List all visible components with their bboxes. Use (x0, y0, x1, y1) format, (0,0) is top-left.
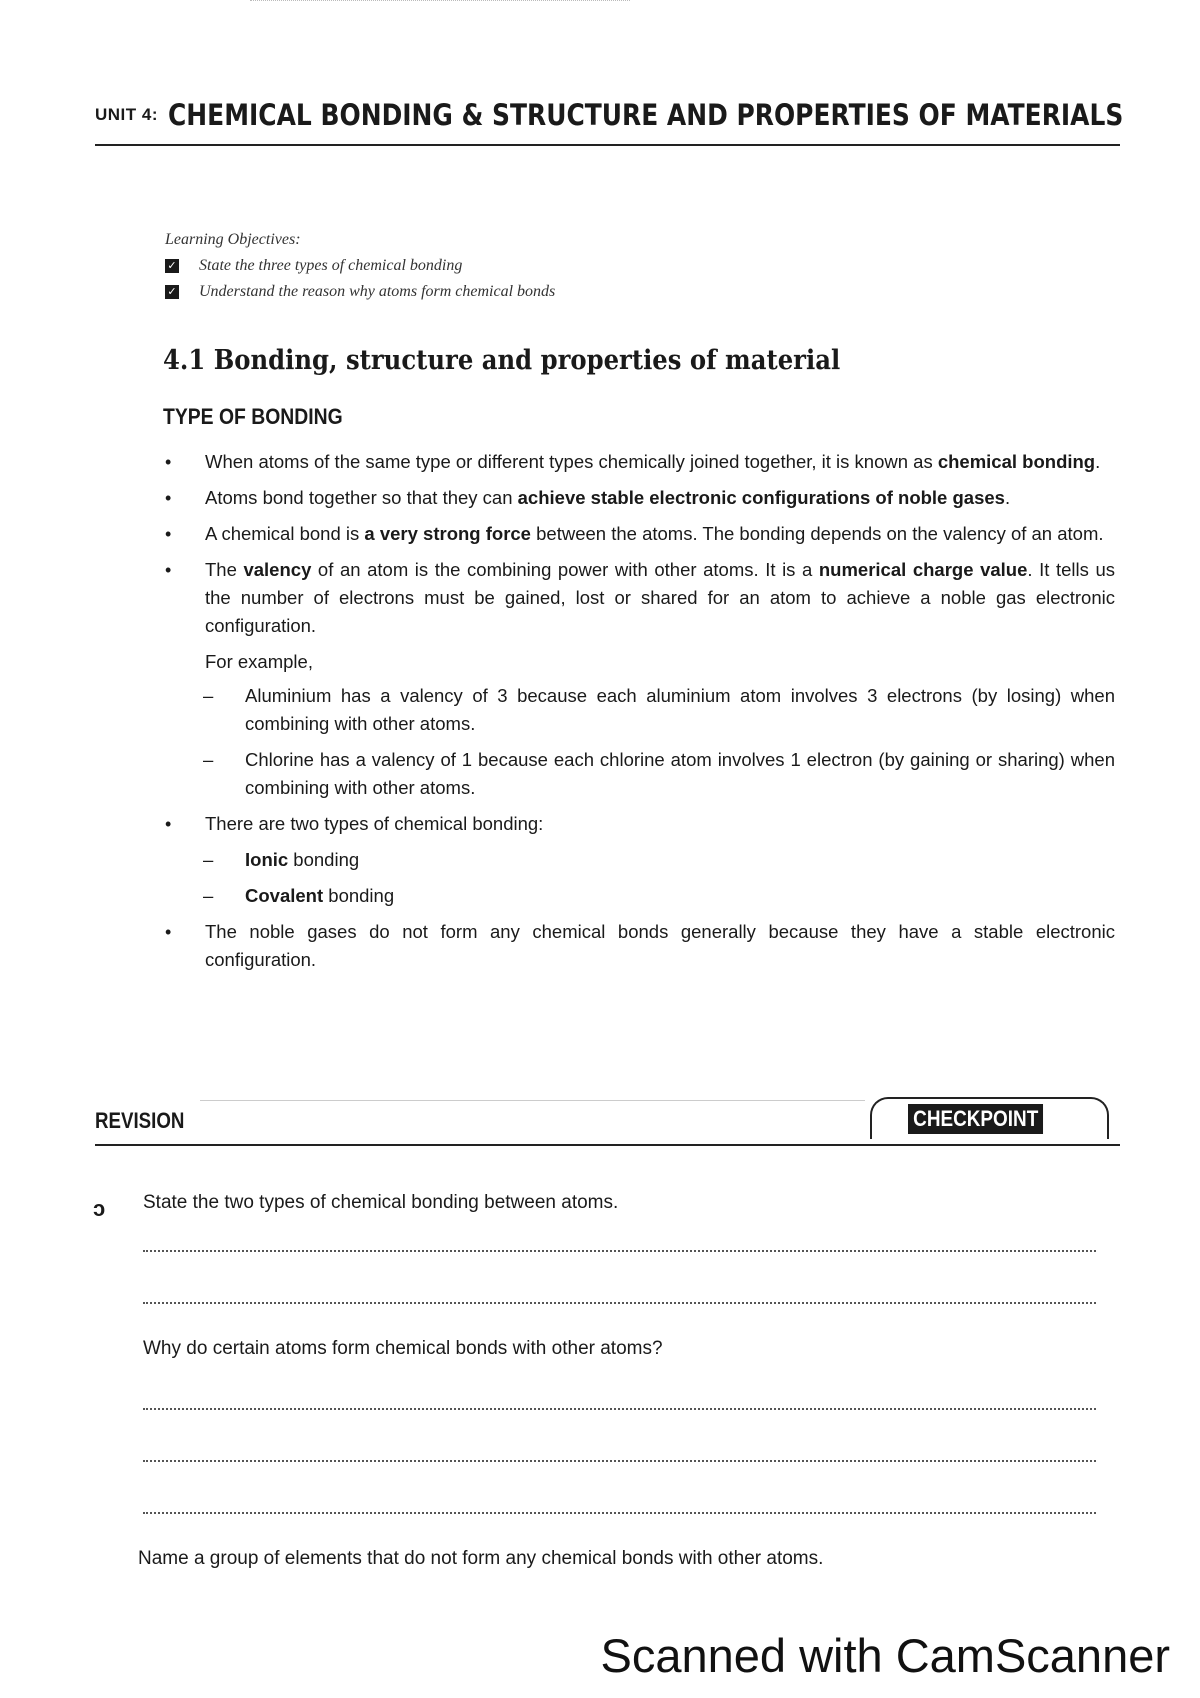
bullet-point: • The noble gases do not form any chemical bonds generally because they have a stable electronic configuration. (165, 918, 1115, 974)
example-intro: For example, (205, 651, 313, 672)
question-3: Name a group of elements that do not form any chemical bonds with other atoms. (138, 1548, 824, 1569)
bonding-type-item: – Covalent bonding (165, 882, 1115, 910)
question-2: Why do certain atoms form chemical bonds with other atoms? (143, 1338, 663, 1359)
subheading: TYPE OF BONDING (163, 404, 343, 429)
objective-item (165, 279, 555, 305)
checkpoint-tab (870, 1097, 1109, 1139)
question-1: State the two types of chemical bonding between atoms. (143, 1192, 619, 1213)
revision-divider (95, 1144, 1120, 1146)
answer-line[interactable] (143, 1460, 1096, 1462)
question-marker-icon: ↄ (93, 1196, 106, 1221)
learning-objectives (165, 231, 555, 305)
checkpoint-label: CHECKPOINT (908, 1104, 1043, 1134)
objective-text: Understand the reason why atoms form chemical bonds (199, 283, 556, 300)
scanner-watermark: Scanned with CamScanner (600, 1629, 1170, 1682)
checked-box-icon: ✓ (165, 285, 179, 299)
example-item: – Aluminium has a valency of 3 because each aluminium atom involves 3 electrons (by losing) when combining with other atoms. (165, 682, 1115, 738)
unit-header (95, 98, 1124, 132)
bullet-point: • The valency of an atom is the combining power with other atoms. It is a numerical charge value. It tells us the number of electrons must be gained, lost or shared for an atom to achieve a noble gas electronic configuration. (165, 556, 1115, 640)
bullet-point: • Atoms bond together so that they can achieve stable electronic configurations of noble gases. (165, 484, 1115, 512)
revision-top-line (200, 1100, 865, 1101)
bonding-type-item: – Ionic bonding (165, 846, 1115, 874)
header-divider (95, 144, 1120, 146)
checked-box-icon: ✓ (165, 259, 179, 273)
objective-item (165, 253, 555, 279)
revision-label: REVISION (95, 1108, 185, 1133)
unit-label: UNIT 4: (95, 105, 158, 124)
objective-text: State the three types of chemical bonding (199, 257, 463, 274)
section-title: 4.1 Bonding, structure and properties of material (163, 345, 841, 376)
bonding-notes (165, 448, 1115, 982)
answer-line[interactable] (143, 1250, 1096, 1252)
example-item: – Chlorine has a valency of 1 because each chlorine atom involves 1 electron (by gaining or sharing) when combining with other atoms. (165, 746, 1115, 802)
unit-title: CHEMICAL BONDING & STRUCTURE AND PROPERTIES OF MATERIALS (168, 98, 1124, 132)
bullet-point: • When atoms of the same type or different types chemically joined together, it is known as chemical bonding. (165, 448, 1115, 476)
bullet-point: • There are two types of chemical bonding: (165, 810, 1115, 838)
scan-artifact (250, 0, 630, 4)
learning-objectives-title: Learning Objectives: (165, 231, 301, 248)
answer-line[interactable] (143, 1512, 1096, 1514)
answer-line[interactable] (143, 1302, 1096, 1304)
bullet-point: • A chemical bond is a very strong force between the atoms. The bonding depends on the valency of an atom. (165, 520, 1115, 548)
answer-line[interactable] (143, 1408, 1096, 1410)
